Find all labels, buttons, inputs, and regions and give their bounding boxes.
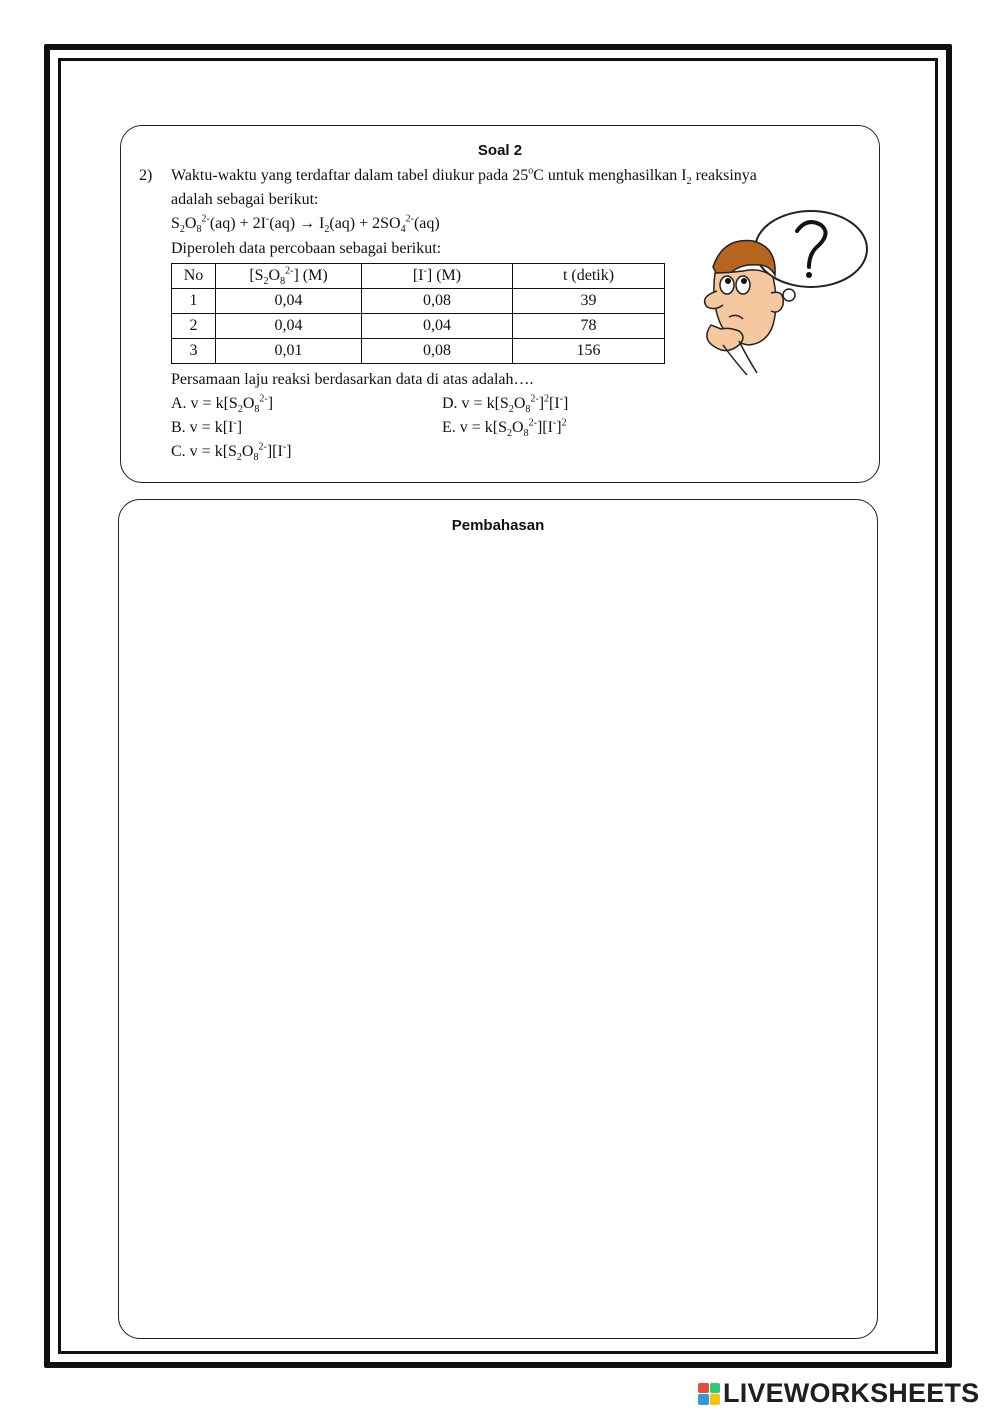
cell-s2o8: 0,04 [216, 314, 362, 339]
cell-time: 156 [513, 339, 665, 364]
cell-no: 1 [172, 289, 216, 314]
cell-iodide: 0,04 [362, 314, 513, 339]
logo-square [710, 1394, 721, 1405]
answer-heading: Pembahasan [451, 517, 545, 534]
thinking-person-question-mark-icon [693, 207, 871, 379]
logo-square [698, 1383, 709, 1394]
header-s2o8: $[S_2O_8^{2-}]$ (M) [216, 264, 362, 289]
cell-time: 78 [513, 314, 665, 339]
question-heading: Soal 2 [477, 142, 523, 159]
option-b[interactable]: B. v = k[I-] [171, 417, 243, 436]
answer-box[interactable] [118, 499, 878, 1339]
table-row [172, 314, 665, 339]
cell-time: 39 [513, 289, 665, 314]
brand-text: LIVEWORKSHEETS [723, 1378, 980, 1408]
question-text-line-2: adalah sebagai berikut: [171, 191, 319, 208]
logo-square [710, 1383, 721, 1394]
liveworksheets-logo-icon [698, 1383, 720, 1405]
option-d[interactable]: D. $v = k[S_2O_8^{2-}]^2[I^-]$ [442, 393, 569, 416]
cell-s2o8: 0,04 [216, 289, 362, 314]
logo-square [698, 1394, 709, 1405]
table-row [172, 289, 665, 314]
cell-no: 2 [172, 314, 216, 339]
brand-watermark [698, 1378, 979, 1409]
reaction-equation: $S_2O_8^{2-}(aq) + 2I^-(aq) \to I_2(aq) + 2SO_4^{2-}(aq)$ [171, 213, 440, 236]
data-table [171, 263, 665, 364]
question-text-line-1: Waktu-waktu yang terdaftar dalam tabel diukur pada 25$^o$C untuk menghasilkan $I_2$ reaksinya [171, 165, 757, 188]
header-time: t (detik) [513, 264, 665, 289]
option-c[interactable]: C. $v = k[S_2O_8^{2-}][I^-]$ [171, 441, 292, 464]
header-no: No [172, 264, 216, 289]
header-iodide: [I-] (M) [362, 264, 513, 289]
table-row [172, 339, 665, 364]
cell-no: 3 [172, 339, 216, 364]
table-header-row [172, 264, 665, 289]
question-number: 2) [139, 167, 153, 184]
question-prompt: Persamaan laju reaksi berdasarkan data di atas adalah…. [171, 371, 534, 388]
table-intro: Diperoleh data percobaan sebagai berikut: [171, 240, 442, 257]
option-e[interactable]: E. $v = k[S_2O_8^{2-}][I^-]^2$ [442, 417, 567, 440]
cell-iodide: 0,08 [362, 339, 513, 364]
option-a[interactable]: A. $v = k[S_2O_8^{2-}]$ [171, 393, 274, 416]
cell-iodide: 0,08 [362, 289, 513, 314]
cell-s2o8: 0,01 [216, 339, 362, 364]
